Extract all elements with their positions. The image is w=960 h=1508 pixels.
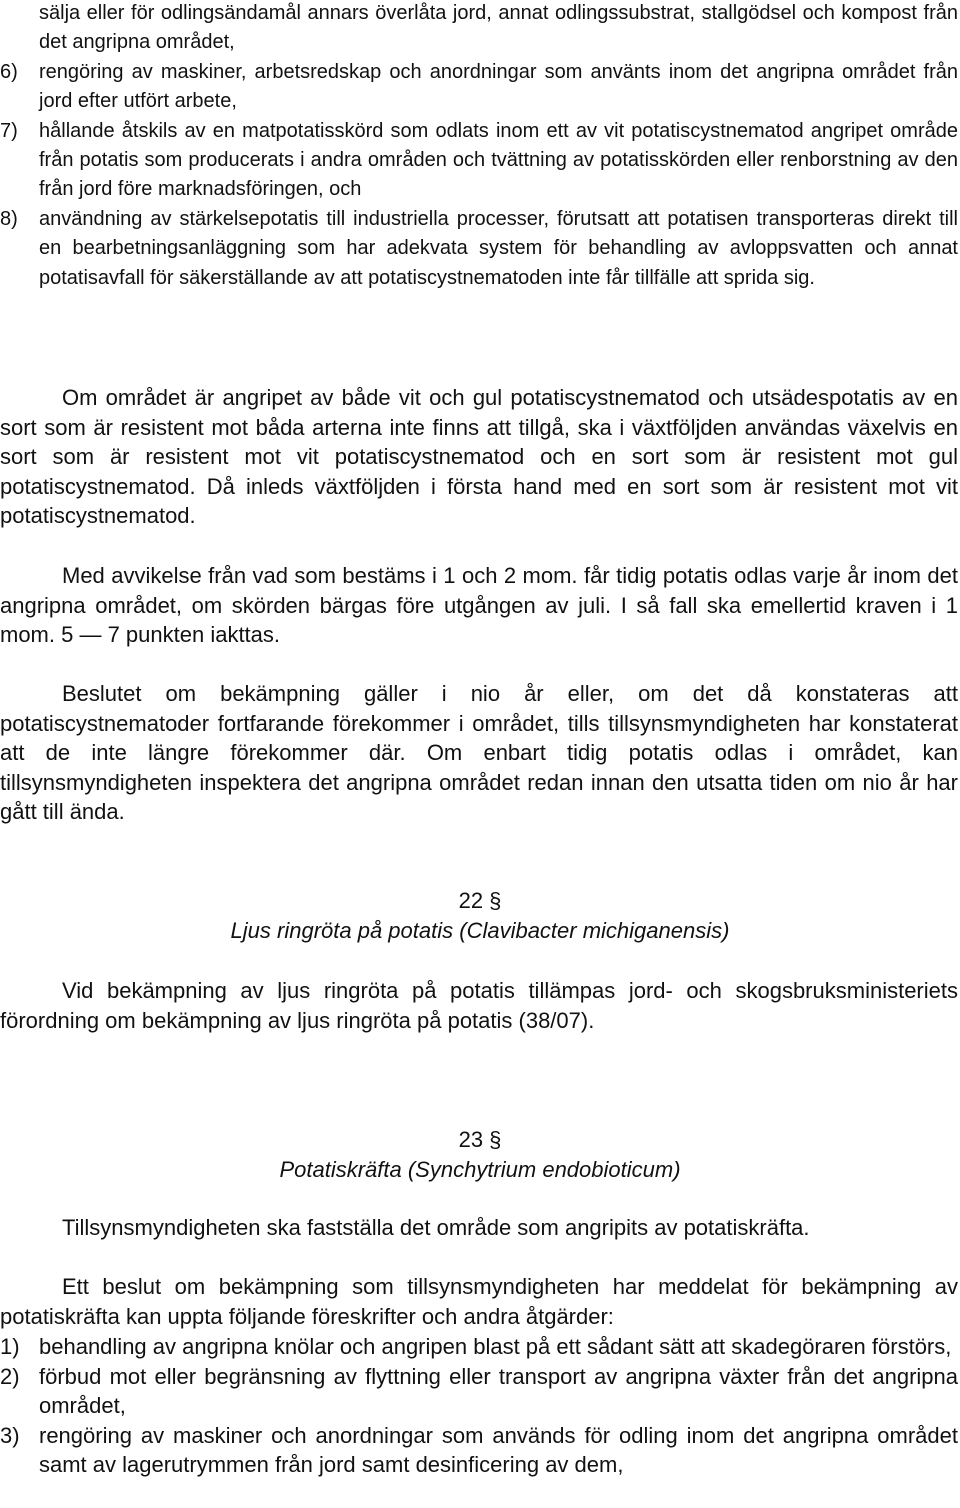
section-title: Potatiskräfta (Synchytrium endobioticum) (279, 1157, 681, 1182)
list-item-text: användning av stärkelsepotatis till industriella processer, förutsatt att potatisen transporteras direkt till en bearbetningsanläggning som har adekvata system för behandling av avloppsvatten och annat potatisavfall för säkerställande av att potatiscystnematoden inte får tillfälle att sprida sig. (39, 207, 958, 289)
list-item (0, 117, 958, 205)
list-item-continuation (0, 0, 958, 58)
bottom-list (0, 1332, 958, 1480)
section-title: Ljus ringröta på potatis (Clavibacter michiganensis) (230, 918, 730, 943)
section-heading (0, 884, 960, 948)
list-item-number: 8) (0, 207, 18, 230)
list-item-text: hållande åtskils av en matpotatisskörd som odlats inom ett av vit potatiscystnematod angripet område från potatis som producerats i andra områden och tvättning av potatisskörden eller renborstning av den från jord före marknadsföringen, och (39, 119, 958, 201)
list-item (0, 1332, 958, 1362)
list-item-number: 7) (0, 119, 18, 142)
paragraph: Ett beslut om bekämpning som tillsynsmyndigheten har meddelat för bekämpning av potatiskräfta kan uppta följande föreskrifter och andra åtgärder: (0, 1274, 958, 1329)
list-item-text: förbud mot eller begränsning av flyttning eller transport av angripna växter från det angripna området, (39, 1363, 958, 1418)
section-number: 22 § (458, 888, 502, 913)
paragraph: Tillsynsmyndigheten ska fastställa det område som angripits av potatiskräfta. (62, 1215, 810, 1240)
list-item-number: 1) (0, 1334, 20, 1359)
section-number: 23 § (458, 1127, 502, 1152)
paragraph: Vid bekämpning av ljus ringröta på potatis tillämpas jord- och skogsbruksministeriets förordning om bekämpning av ljus ringröta på potatis (38/07). (0, 978, 958, 1033)
list-item (0, 58, 958, 117)
list-item-text: rengöring av maskiner och anordningar som används för odling inom det angripna området samt av lagerutrymmen från jord samt desinficering av dem, (39, 1422, 958, 1477)
list-item-text: behandling av angripna knölar och angripen blast på ett sådant sätt att skadegöraren förstörs, (39, 1334, 952, 1359)
list-item-text: rengöring av maskiner, arbetsredskap och anordningar som använts inom det angripna området från jord efter utfört arbete, (39, 60, 958, 113)
list-item (0, 1421, 958, 1480)
list-item-text: sälja eller för odlingsändamål annars överlåta jord, annat odlingssubstrat, stallgödsel och kompost från det angripna området, (39, 2, 958, 54)
list-item (0, 205, 958, 293)
paragraph: Om området är angripet av både vit och gul potatiscystnematod och utsädespotatis av en sort som är resistent mot båda arterna inte finns att tillgå, ska i växtföljden användas växelvis en sort som är resistent mot vit potatiscystnematod och en sort som är resistent mot gul potatiscystnematod. Då inleds växtföljden i första hand med en sort som är resistent mot vit potatiscystnematod. (0, 385, 958, 529)
list-item-number: 6) (0, 60, 18, 83)
list-item-number: 2) (0, 1363, 20, 1389)
top-list (0, 0, 958, 293)
list-item (0, 1362, 958, 1421)
section-heading (0, 1123, 960, 1187)
paragraph: Beslutet om bekämpning gäller i nio år eller, om det då konstateras att potatiscystnematoder fortfarande förekommer i området, tills tillsynsmyndigheten har konstaterat att de inte längre förekommer där. Om enbart tidig potatis odlas i området, kan tillsynsmyndigheten inspektera det angripna området redan innan den utsatta tiden om nio år har gått till ända. (0, 681, 958, 825)
list-item-number: 3) (0, 1422, 20, 1448)
paragraph: Med avvikelse från vad som bestäms i 1 och 2 mom. får tidig potatis odlas varje år inom det angripna området, om skörden bärgas före utgången av juli. I så fall ska emellertid kraven i 1 mom. 5 — 7 punkten iakttas. (0, 563, 958, 648)
